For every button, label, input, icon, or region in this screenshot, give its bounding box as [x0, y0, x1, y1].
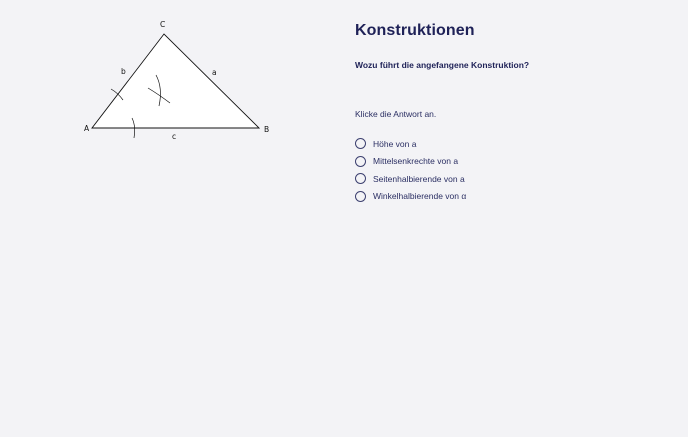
triangle-construction — [78, 16, 278, 146]
answer-option-seitenhalbierende[interactable] — [355, 170, 675, 188]
radio-button[interactable] — [355, 191, 366, 202]
answer-option-label: Seitenhalbierende von a — [373, 173, 465, 184]
side-label-b: b — [121, 67, 126, 76]
answer-option-hoehe[interactable] — [355, 135, 675, 153]
triangle-abc — [92, 34, 259, 128]
instruction-text: Klicke die Antwort an. — [355, 109, 437, 119]
answer-option-winkelhalbierende[interactable] — [355, 188, 675, 206]
vertex-label-a: A — [84, 124, 90, 133]
answer-option-label: Höhe von a — [373, 138, 417, 149]
construction-figure — [78, 16, 278, 146]
answer-option-label: Mittelsenkrechte von a — [373, 156, 459, 167]
answer-option-label: Winkelhalbierende von α — [373, 191, 467, 202]
radio-button[interactable] — [355, 138, 366, 149]
vertex-label-c: C — [160, 20, 166, 29]
radio-button[interactable] — [355, 156, 366, 167]
vertex-label-b: B — [264, 125, 270, 134]
side-label-a: a — [212, 68, 217, 77]
radio-button[interactable] — [355, 173, 366, 184]
question-panel — [355, 22, 675, 205]
page-title: Konstruktionen — [355, 22, 475, 39]
answer-options — [355, 135, 675, 205]
answer-option-mittelsenkrechte[interactable] — [355, 153, 675, 171]
question-text: Wozu führt die angefangene Konstruktion? — [355, 60, 530, 70]
side-label-c: c — [172, 132, 177, 141]
